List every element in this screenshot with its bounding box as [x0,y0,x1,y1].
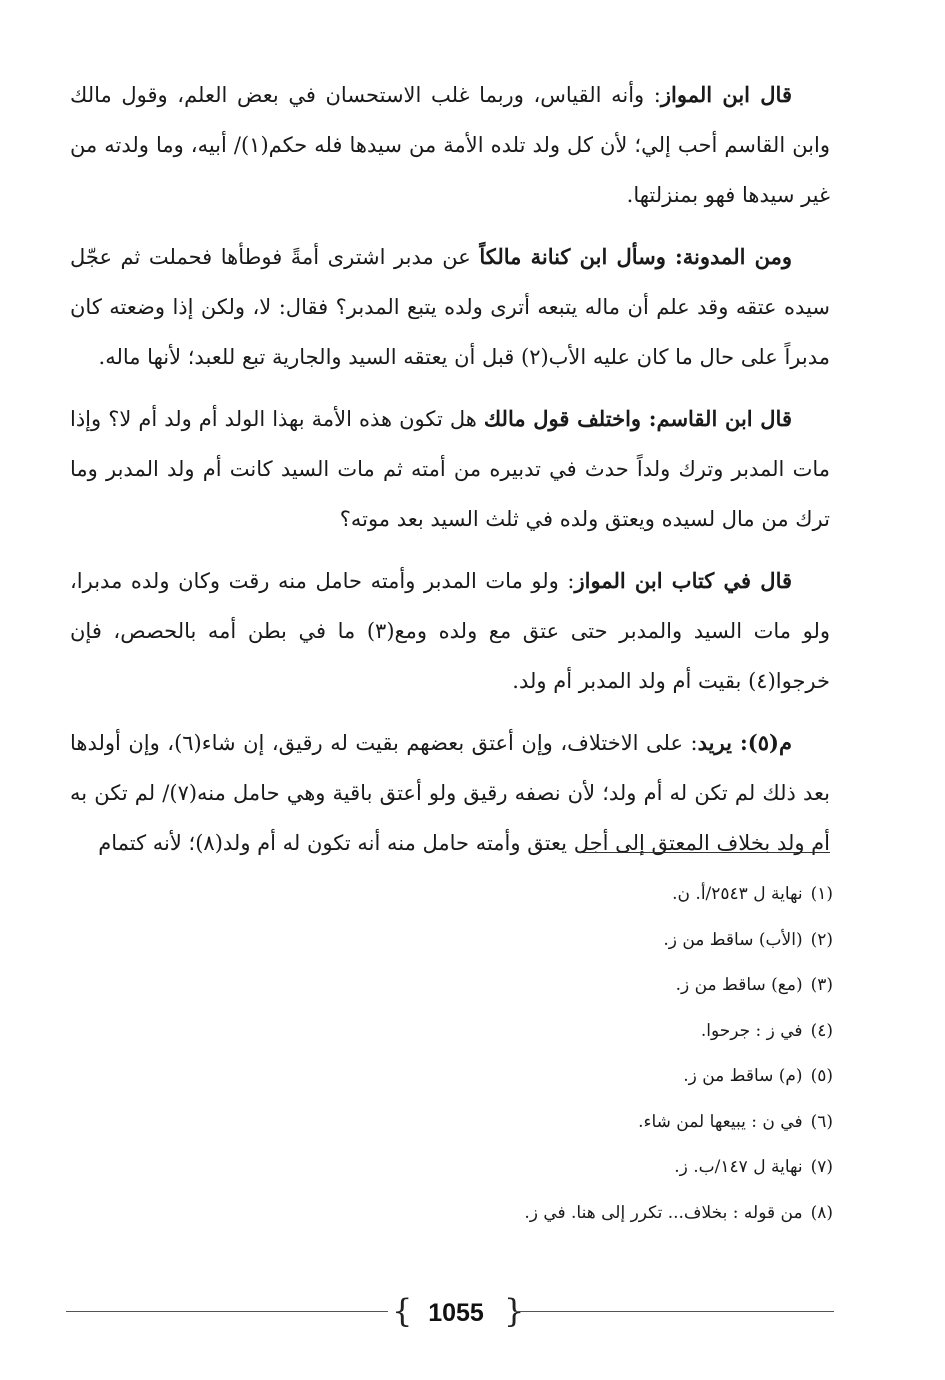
paragraph-4-text: : ولو مات المدبر وأمته حامل منه رقت وكان ولده مدبرا، ولو مات السيد والمدبر حتى عتق مع ولده ومع(٣) ما في بطن أمه بالحصص، فإن خرجوا(٤) بقيت أم ولد المدبر أم ولد. [70,569,830,693]
paragraph-1 [70,70,830,220]
paragraph-3-text: هل تكون هذه الأمة بهذا الولد أم ولد أم لا؟ وإذا مات المدبر وترك ولداً حدث في تدبيره من أمته ثم مات السيد كانت أم ولد المدبر وما ترك من مال لسيده ويعتق ولده في ثلث السيد بعد موته؟ [70,407,830,531]
footnote-text: في ن : يبيعها لمن شاء. [638,1111,803,1132]
footer-brace-right: } [504,1292,525,1330]
main-text [70,70,830,880]
footnote-item [233,1009,833,1055]
page-footer [66,1293,834,1333]
paragraph-1-lead: قال ابن المواز [660,82,792,107]
footnote-item [233,1054,833,1100]
footer-brace-left: { [392,1292,413,1330]
paragraph-1-text: : وأنه القياس، وربما غلب الاستحسان في بعض العلم، وقول مالك وابن القاسم أحب إلي؛ لأن كل ولد تلده الأمة من سيدها فله حكم(١)/ أبيه، وما ولدته من غير سيدها فهو بمنزلتها. [70,83,830,207]
footnote-text: (مع) ساقط من ز. [675,975,803,995]
footnote-number: (٢) [810,929,833,950]
footnote-number: (٣) [810,975,833,995]
paragraph-3 [70,394,830,544]
footnote-text: نهاية ل ٢٥٤٣/أ. ن. [672,884,803,904]
footnote-number: (٥) [810,1066,833,1086]
footnote-number: (٦) [810,1111,833,1132]
footer-rule-left [66,1311,388,1312]
paragraph-4-lead: قال في كتاب ابن المواز [574,568,793,593]
footnote-text: (الأب) ساقط من ز. [663,929,803,950]
footnote-number: (١) [810,884,833,904]
paragraph-2 [70,232,830,382]
paragraph-4 [70,556,830,706]
footnote-item [233,1191,833,1237]
footnotes-list [233,872,833,1236]
footnote-text: في ز : جرحوا. [700,1020,803,1041]
footnote-separator [578,852,830,853]
footnote-item [233,872,833,918]
footnote-item [233,1100,833,1146]
footnote-number: (٨) [810,1202,833,1223]
footer-rule-right [514,1311,834,1312]
footnote-text: نهاية ل ١٤٧/ب. ز. [674,1157,803,1177]
footnote-text: (م) ساقط من ز. [683,1066,803,1086]
footnote-item [233,918,833,964]
footnote-item [233,963,833,1009]
page-number: 1055 [428,1299,484,1327]
footnote-number: (٤) [810,1020,833,1041]
footnote-number: (٧) [810,1157,833,1177]
paragraph-5 [70,718,830,868]
paragraph-5-text: : على الاختلاف، وإن أعتق بعضهم بقيت له رقيق، إن شاء(٦)، وإن أولدها بعد ذلك لم تكن له أم ولد؛ لأن نصفه رقيق ولو أعتق باقية وهي حامل منه(٧)/ لم تكن به أم ولد بخلاف المعتق إلى أجل يعتق وأمته حامل منه أنه تكون له أم ولد(٨)؛ لأنه كتمام [70,731,830,855]
paragraph-5-lead: م(٥): يريد [697,730,792,755]
paragraph-2-lead: ومن المدونة: وسأل ابن كنانة مالكاً [479,244,792,269]
paragraph-3-lead: قال ابن القاسم: واختلف قول مالك [483,406,792,431]
footnote-text: من قوله : بخلاف... تكرر إلى هنا. في ز. [524,1202,803,1223]
paragraph-2-text: عن مدبر اشترى أمةً فوطأها فحملت ثم عجّل سيده عتقه وقد علم أن ماله يتبعه أترى ولده يتبع المدبر؟ فقال: لا، ولكن إذا وضعته كان مدبراً على حال ما كان عليه الأب(٢) قبل أن يعتقه السيد والجارية تبع للعبد؛ لأنها ماله. [70,245,830,369]
footnote-item [233,1145,833,1191]
